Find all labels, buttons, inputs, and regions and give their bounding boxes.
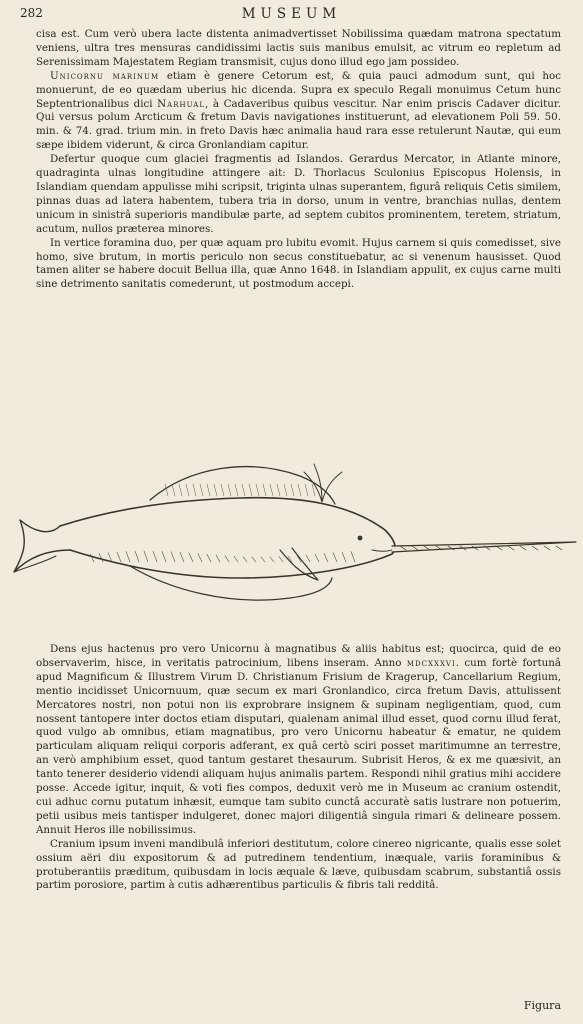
body-hatching [153,551,157,562]
hump-hatching [277,484,280,496]
narwhal-illustration [0,438,583,618]
hump-hatching [228,484,231,496]
catchword: Figura [523,999,561,1012]
hump-hatching [221,484,224,496]
hump-hatching [263,484,266,496]
body-hatching [90,554,94,562]
year-numeral: mdcxxxvi [406,656,456,669]
body-hatching [315,554,319,562]
body-hatching [306,555,310,562]
text-block-top [36,28,561,292]
body-hatching [162,551,166,562]
body-hatching [333,553,337,562]
hump-hatching [291,484,294,496]
tusk-spiral-groove [556,546,562,550]
paragraph-4: In vertice foramina duo, per quæ aquam pro lubitu evomit. Hujus carnem si quis comedisset, sive homo, sive brutum, in mortis periculo non secus constituebatur, ac si venenum hausisset. Quod tamen aliter se habere docuit Bellua illa, quæ Anno 1648. in Islandiam appulit, ex cujus carne multi sine detrimento sanitatis comederunt, ut postmodum accepi. [36,236,561,291]
hump-hatching [165,484,168,496]
paragraph-1: cisa est. Cum verò ubera lacte distenta animadvertisset Nobilissima quædam matrona spectatum veniens, ultra tres mensuras candidissimi lactis suis manibus emulsit, ac vitrum eo repletum ad Serenissimam Majestatem Regiam transmisit, cujus dono illud ego jam possideo. [36,28,561,68]
unicornu-marinum-heading: Unicornu marinum [50,69,160,82]
body-hatching [216,555,220,562]
body-hatching [279,557,283,562]
body-hatching [180,552,184,562]
body-hatching [99,553,103,562]
hump-hatching [256,484,259,496]
hump-hatching [235,484,238,496]
hump-hatching [214,484,217,496]
paragraph-6: Cranium ipsum inveni mandibulâ inferiori destitutum, colore cinereo nigricante, qualis esse solet ossium aëri diu expositorum & ad putredinem tendentium, inæquale, variis foraminibus & protuberantiis præditum, quibusdam in locis æquale & læve, quibusdam scabrum, substantiâ ossis partim porosiore, partim à cutis adhærentibus particulis & fibris tali redditâ. [36,837,561,892]
body-hatching [126,551,130,562]
body-hatching [342,552,346,562]
running-title: MUSEUM [241,6,342,22]
body-hatching [135,551,139,562]
hump-hatching [249,484,252,496]
body-hatching [261,557,265,562]
tusk-spiral-groove [532,546,538,550]
eye [358,536,363,541]
hump-hatching [179,484,182,496]
hump-hatching [186,484,189,496]
page-header [20,6,563,24]
body-hatching [207,554,211,562]
body-hatching [252,557,256,562]
body-hatching [243,557,247,562]
body-hatching [144,551,148,562]
body-hatching [225,556,229,562]
tusk [392,542,576,552]
body-hatching [234,556,238,562]
body-outline [60,498,395,578]
hump-hatching [305,484,308,496]
hump-hatching [298,484,301,496]
body-hatching [171,552,175,562]
water-spout [304,464,342,502]
hump-hatching [284,484,287,496]
body-hatching [198,554,202,562]
hump-hatching [193,484,196,496]
paragraph-2: Unicornu marinum etiam è genere Cetorum est, & quia pauci admodum sunt, qui hoc monuerunt, de eo quædam uberius hic dicenda. Supra ex speculo Regali monuimus Cetum hunc Septentrionalibus dici Narhual, à Cadaveribus quibus vescitur. Nar enim priscis Cadaver dicitur. Qui versus polum Arcticum & fretum Davis navigationes instituerunt, ad elevationem Poli 59. 50. min. & 74. grad. trium min. in freto Davis hæc animalia haud rara esse retulerunt Nautæ, qui eum sæpe ibidem viderunt, & circa Gronlandiam capitur. [36,69,561,152]
body-hatching [351,552,355,562]
hump-hatching [172,484,175,496]
tusk-spiral-groove [508,546,514,550]
body-hatching [189,553,193,562]
body-hatching [117,552,121,562]
narhual-term: Narhual [157,97,205,110]
hump-hatching [242,484,245,496]
paragraph-3: Defertur quoque cum glaciei fragmentis ad Islandos. Gerardus Mercator, in Atlante minore, quadraginta ulnas longitudine attingere ait: D. Thorlacus Sculonius Episcopus Holensis, in Islandiam quendam appulisse mihi scripsit, triginta ulnas superantem, figurâ reliquis Cetis similem, pinnas duas ad latera habentem, tubera tria in dorso, unum in ventre, branchias nullas, dentem unicum in sinistrâ superioris mandibulæ parte, ad septem cubitos prominentem, teretem, striatum, acutum, nullos præterea minores. [36,153,561,235]
page-number: 282 [20,6,43,20]
tusk-spiral-groove [544,546,550,550]
text-block-bottom [36,643,561,893]
tusk-spiral-groove [520,546,526,550]
hump-hatching [270,484,273,496]
hump-hatching [207,484,210,496]
body-hatching [324,553,328,562]
hump-hatching [200,484,203,496]
narwhal-figure [0,438,583,618]
body-hatching [270,557,274,562]
tail-fluke [14,520,70,572]
paragraph-5: Dens ejus hactenus pro vero Unicornu à magnatibus & aliis habitus est; quocirca, quid de eo observaverim, hisce, in veritatis patrocinium, libens inseram. Anno mdcxxxvi. cum fortè fortunâ apud Magnificum & Illustrem Virum D. Christianum Frisium de Kragerup, Cancellarium Regium, mentio incidisset Unicornuum, quæ secum ex mari Gronlandico, circa fretum Davis, attulissent Mercatores nostri, non potui non iis exprobrare insignem & supinam negligentiam, quod, cum nossent tantopere inter doctos etiam disputari, qualenam animal illud esset, quod cornu illud ferat, quod vulgo ab omnibus, etiam magnatibus, pro vero Unicornu habeatur & ematur, ne quidem particulam aliquam reliqui corporis adferant, ex quâ certò sciri posset maritimumne an terrestre, an verò amphibium esset, quod tantum gestaret thesaurum. Subrisit Heros, & ex me quæsivit, an tanto tenerer desiderio videndi aliquam hujus animalis partem. Respondi nihil gratius mihi accidere posse. Accede igitur, inquit, & voti fies compos, deduxit verò me in Museum ac cranium ostendit, cui adhuc cornu putatum inhæsit, eumque tam subito cunctâ accuratè satis lustrare non potuerim, petii usibus meis tantisper indulgeret, donec majori diligentiâ singula rimari & delineare possem. Annuit Heros ille nobilissimus. [36,643,561,836]
